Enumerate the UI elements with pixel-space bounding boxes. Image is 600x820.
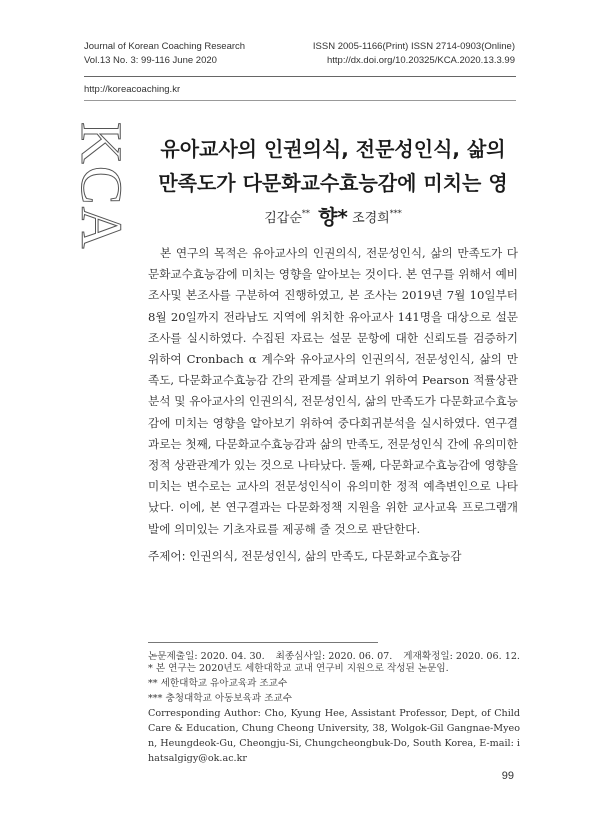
date-accepted: 게재확정일: 2020. 06. 12. (403, 651, 520, 662)
author-2-mark: *** (389, 209, 402, 218)
page-number: 99 (501, 770, 514, 782)
title-line-2: 만족도가 다문화교수효능감에 미치는 영향* (158, 171, 508, 229)
corresponding-author: Corresponding Author: Cho, Kyung Hee, Assistant Professor, Dept, of Child Care & Education, Chung Cheong University, 38, Wolgok-Gil Gangnae-Myeon, Heungdeok-Gu, Cheongju-Si, Chungcheongbuk-Do, South Korea, E-mail: ihatsalgigy@ok.ac.kr (148, 708, 520, 764)
footnote-author-1: ** 세한대학교 유아교육과 조교수 (148, 678, 288, 689)
author-1-mark: ** (301, 209, 310, 218)
kca-logo-text: KCA (69, 122, 134, 251)
journal-issue: Vol.13 No. 3: 99-116 June 2020 (84, 55, 217, 66)
author-list (140, 207, 526, 226)
footnote-funding: * 본 연구는 2020년도 세한대학교 교내 연구비 지원으로 작성된 논문임. (148, 663, 449, 674)
title-line-1: 유아교사의 인권의식, 전문성인식, 삶의 (160, 137, 506, 161)
journal-name: Journal of Korean Coaching Research (84, 41, 246, 52)
journal-issn: ISSN 2005-1166(Print) ISSN 2714-0903(Online) (312, 41, 515, 52)
author-2: 조경희*** (352, 209, 402, 226)
abstract-text: 본 연구의 목적은 유아교사의 인권의식, 전문성인식, 삶의 만족도가 다문화교수효능감에 미치는 영향을 알아보는 것이다. 본 연구를 위해서 예비조사및 본조사를 구분하여 진행하였고, 본 조사는 2019년 7월 10일부터 8월 20일까지 전라남도 지역에 위치한 유아교사 141명을 대상으로 설문조사를 실시하였다. 수집된 자료는 설문 문항에 대한 신뢰도를 검증하기 위하여 Cronbach α 계수와 유아교사의 인권의식, 전문성인식, 삶의 만족도, 다문화교수효능감 간의 관계를 살펴보기 위하여 Pearson 적률상관분석 및 유아교사의 인권의식, 전문성인식, 삶의 만족도가 다문화교수효능감에 미치는 영향을 알아보기 위하여 중다회귀분석을 실시하였다. 연구결과로는 첫째, 다문화교수효능감과 삶의 만족도, 전문성인식 간에 유의미한 정적 상관관계가 있는 것으로 나타났다. 둘째, 다문화교수효능감에 영향을 미치는 변수로는 교사의 전문성인식이 유의미한 정적 예측변인으로 나타났다. 이에, 본 연구결과는 다문화정책 지원을 위한 교사교육 프로그램개발에 의미있는 기초자료를 제공해 줄 것으로 판단한다. (148, 246, 518, 536)
footnote-author-2: *** 충청대학교 아동보육과 조교수 (148, 693, 293, 704)
author-1: 김갑순** (264, 209, 310, 226)
journal-url[interactable]: http://koreacoaching.kr (84, 84, 181, 95)
keywords-label: 주제어: (148, 549, 186, 563)
header-rule (84, 76, 516, 77)
date-reviewed: 최종심사일: 2020. 06. 07. (275, 651, 393, 662)
keywords-list: 인권의식, 전문성인식, 삶의 만족도, 다문화교수효능감 (189, 549, 462, 563)
kca-logo (66, 122, 146, 252)
footnote-rule (148, 642, 378, 643)
submission-dates (148, 648, 520, 662)
article-doi[interactable]: http://dx.doi.org/10.20325/KCA.2020.13.3.99 (326, 55, 515, 66)
header-rule-secondary (84, 100, 516, 101)
date-received: 논문제출일: 2020. 04. 30. (148, 651, 265, 662)
keywords (148, 548, 518, 564)
